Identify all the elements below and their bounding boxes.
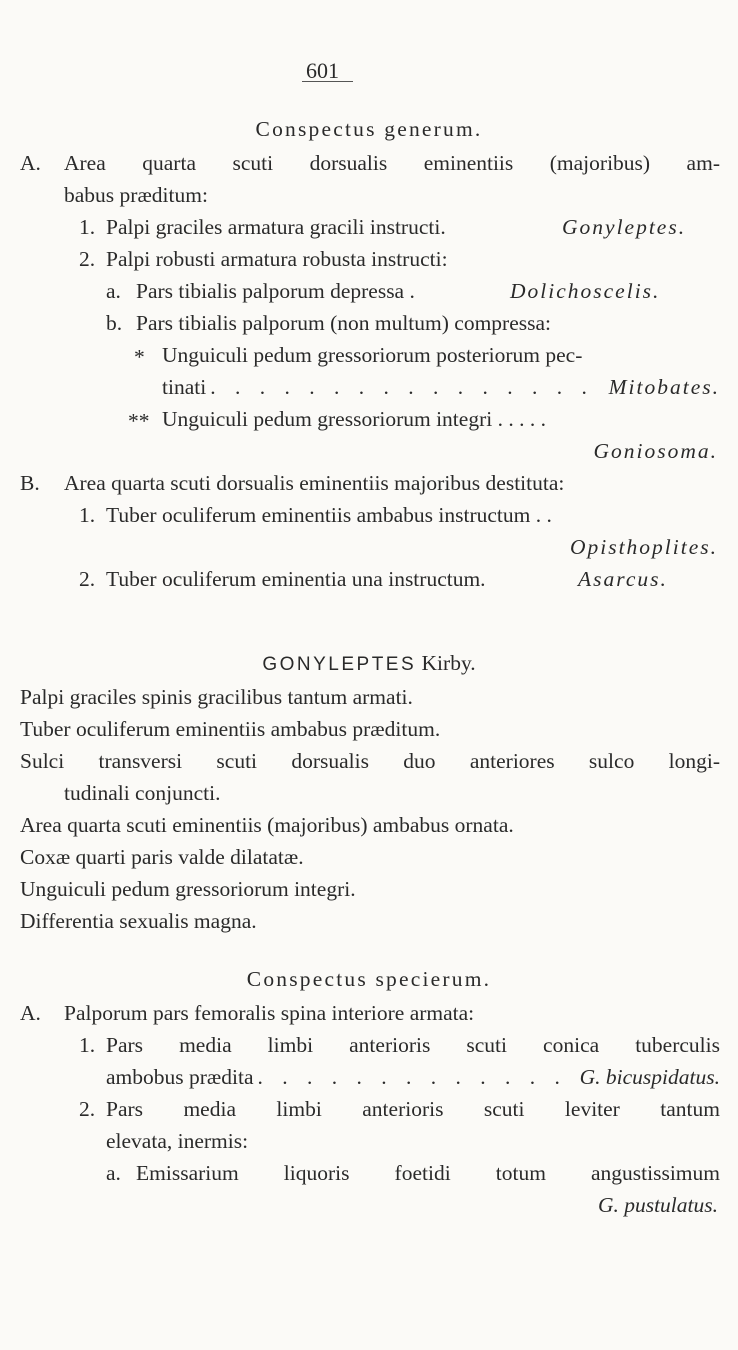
- item-b2-number: 2.: [79, 567, 96, 591]
- spec-a2-number: 2.: [79, 1097, 96, 1121]
- spec-a-text: Palporum pars femoralis spina interiore armata:: [64, 1001, 475, 1025]
- item-a2b-label: b.: [106, 311, 123, 335]
- item-b1-number: 1.: [79, 503, 96, 527]
- section-a-text-2: babus præditum:: [64, 183, 208, 207]
- species-pustulatus: G. pustulatus.: [597, 1193, 718, 1217]
- section-a-label: A.: [20, 151, 41, 175]
- species-bicuspidatus: G. bicuspidatus.: [579, 1065, 720, 1089]
- item-star1-text-2: tinati: [162, 375, 207, 399]
- gonyleptes-author: Kirby.: [421, 651, 476, 675]
- leader-dots: [258, 1064, 576, 1090]
- section-a-text-1: Area quarta scuti dorsualis eminentiis (majoribus) am-: [64, 151, 720, 175]
- item-a2a-label: a.: [106, 279, 121, 303]
- spec-a1-text-1: Pars media limbi anterioris scuti conica tuberculis: [106, 1033, 720, 1057]
- section-b-text: Area quarta scuti dorsualis eminentiis majoribus destituta:: [64, 471, 565, 495]
- gonyleptes-line-6: Coxæ quarti paris valde dilatatæ.: [20, 845, 304, 869]
- genus-mitobates: Mitobates.: [608, 375, 720, 399]
- spec-a1-text-2: ambobus prædita: [106, 1065, 254, 1089]
- item-a2-number: 2.: [79, 247, 96, 271]
- genus-goniosoma: Goniosoma.: [593, 439, 718, 463]
- gonyleptes-line-1: Palpi graciles spinis gracilibus tantum armati.: [20, 685, 413, 709]
- item-star2-label: **: [128, 409, 150, 433]
- page-number: 601: [306, 58, 339, 83]
- item-b1-text: Tuber oculiferum eminentiis ambabus instructum . .: [106, 503, 552, 527]
- spec-a2a-text: Emissarium liquoris foetidi totum angustissimum: [136, 1161, 720, 1185]
- genus-gonyleptes: Gonyleptes.: [562, 215, 687, 239]
- spec-a2a-label: a.: [106, 1161, 121, 1185]
- item-a1-number: 1.: [79, 215, 96, 239]
- item-star1-text-1: Unguiculi pedum gressoriorum posteriorum pec-: [162, 343, 583, 367]
- spec-a2-text-1: Pars media limbi anterioris scuti leviter tantum: [106, 1097, 720, 1121]
- gonyleptes-line-5: Area quarta scuti eminentiis (majoribus) ambabus ornata.: [20, 813, 514, 837]
- leader-dots: [210, 374, 604, 400]
- item-a2b-text: Pars tibialis palporum (non multum) compressa:: [136, 311, 552, 335]
- spec-a1-number: 1.: [79, 1033, 96, 1057]
- item-star2-text: Unguiculi pedum gressoriorum integri . . . . .: [162, 407, 546, 431]
- item-a1-text: Palpi graciles armatura gracili instructi.: [106, 215, 446, 239]
- gonyleptes-line-8: Differentia sexualis magna.: [20, 909, 257, 933]
- gonyleptes-line-4: tudinali conjuncti.: [64, 781, 221, 805]
- conspectus-specierum-title: Conspectus specierum.: [246, 967, 492, 991]
- genus-asarcus: Asarcus.: [578, 567, 668, 591]
- section-b-label: B.: [20, 471, 40, 495]
- gonyleptes-title: GONYLEPTES: [262, 654, 417, 675]
- item-a2-text: Palpi robusti armatura robusta instructi:: [106, 247, 448, 271]
- gonyleptes-line-3: Sulci transversi scuti dorsualis duo anteriores sulco longi-: [20, 749, 720, 773]
- item-star1-row-2: [162, 374, 720, 400]
- gonyleptes-heading: [0, 650, 738, 678]
- genus-dolichoscelis: Dolichoscelis.: [510, 279, 661, 303]
- spec-a-label: A.: [20, 1001, 41, 1025]
- item-star1-label: *: [134, 345, 145, 369]
- gonyleptes-line-7: Unguiculi pedum gressoriorum integri.: [20, 877, 356, 901]
- conspectus-generum-title: Conspectus generum.: [255, 117, 483, 141]
- item-b2-text: Tuber oculiferum eminentia una instructum.: [106, 567, 486, 591]
- spec-a2-text-2: elevata, inermis:: [106, 1129, 249, 1153]
- spec-a1-row-2: [106, 1064, 720, 1090]
- gonyleptes-line-2: Tuber oculiferum eminentiis ambabus præditum.: [20, 717, 441, 741]
- item-a2a-text: Pars tibialis palporum depressa .: [136, 279, 415, 303]
- genus-opisthoplites: Opisthoplites.: [569, 535, 718, 559]
